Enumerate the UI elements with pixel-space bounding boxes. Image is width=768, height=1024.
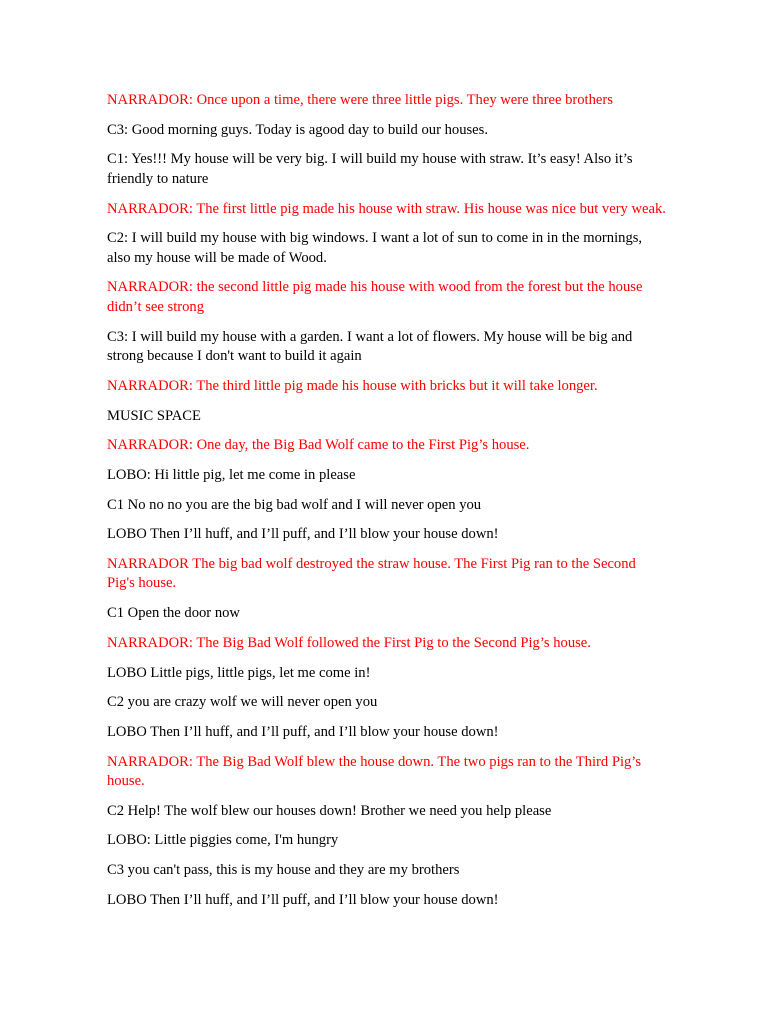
dialogue-line: LOBO: Hi little pig, let me come in please xyxy=(107,466,356,483)
narrator-line: NARRADOR: The Big Bad Wolf followed the First Pig to the Second Pig’s house. xyxy=(107,634,591,651)
dialogue-line: C3: Good morning guys. Today is agood day to build our houses. xyxy=(107,121,488,138)
dialogue-line: C2 Help! The wolf blew our houses down! Brother we need you help please xyxy=(107,802,552,819)
dialogue-line: LOBO: Little piggies come, I'm hungry xyxy=(107,832,339,849)
dialogue-line: LOBO Little pigs, little pigs, let me come in! xyxy=(107,664,371,681)
dialogue-line: C1 No no no you are the big bad wolf and I will never open you xyxy=(107,496,482,513)
dialogue-line: C3: I will build my house with a garden. I want a lot of flowers. My house will be big and strong because I don't want to build it again xyxy=(107,328,633,365)
narrator-line: NARRADOR: The first little pig made his house with straw. His house was nice but very weak. xyxy=(107,200,666,217)
dialogue-line: C2 you are crazy wolf we will never open you xyxy=(107,694,378,711)
music-space-line: MUSIC SPACE xyxy=(107,407,201,424)
narrator-line: NARRADOR: the second little pig made his house with wood from the forest but the house didn’t see strong xyxy=(107,279,643,315)
dialogue-line: C3 you can't pass, this is my house and they are my brothers xyxy=(107,862,460,879)
dialogue-line: LOBO Then I’ll huff, and I’ll puff, and I’ll blow your house down! xyxy=(107,723,499,740)
narrator-line: NARRADOR The big bad wolf destroyed the straw house. The First Pig ran to the Second Pig's house. xyxy=(107,555,636,592)
dialogue-line: LOBO Then I’ll huff, and I’ll puff, and I’ll blow your house down! xyxy=(107,526,499,543)
dialogue-line: C1: Yes!!! My house will be very big. I will build my house with straw. It’s easy! Also it’s friendly to nature xyxy=(107,151,633,187)
narrator-line: NARRADOR: The Big Bad Wolf blew the house down. The two pigs ran to the Third Pig’s house. xyxy=(107,753,642,790)
narrator-line: NARRADOR: The third little pig made his house with bricks but it will take longer. xyxy=(107,377,598,394)
document-page xyxy=(107,91,667,921)
narrator-line: NARRADOR: Once upon a time, there were three little pigs. They were three brothers xyxy=(107,92,613,108)
dialogue-line: C1 Open the door now xyxy=(107,605,240,622)
dialogue-line: C2: I will build my house with big windows. I want a lot of sun to come in in the mornings, also my house will be made of Wood. xyxy=(107,230,643,266)
narrator-line: NARRADOR: One day, the Big Bad Wolf came to the First Pig’s house. xyxy=(107,437,530,454)
dialogue-line: LOBO Then I’ll huff, and I’ll puff, and I’ll blow your house down! xyxy=(107,891,499,908)
